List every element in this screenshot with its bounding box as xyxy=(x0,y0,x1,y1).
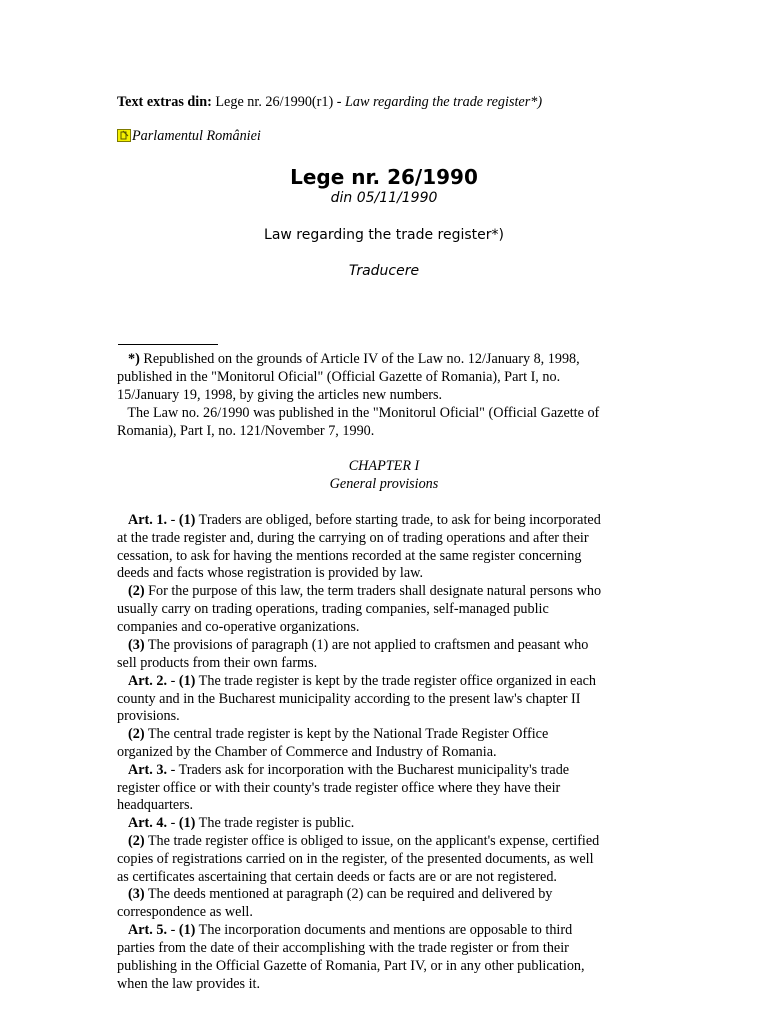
footnote-line-5: Romania), Part I, no. 121/November 7, 1990. xyxy=(117,423,375,439)
art5-label: Art. 5. xyxy=(128,922,168,938)
footnote-line-1: *) Republished on the grounds of Article IV of the Law no. 12/January 8, 1998, xyxy=(128,351,580,367)
chapter-name: General provisions xyxy=(329,476,439,492)
art2-line-3: provisions. xyxy=(117,708,180,724)
art1-p2-line-3: companies and co-operative organizations. xyxy=(117,619,360,635)
art5-line-2: parties from the date of their accomplishing with the trade register or from their xyxy=(117,940,569,956)
art5-line-4: when the law provides it. xyxy=(117,976,261,992)
art1-line-4: deeds and facts whose registration is provided by law. xyxy=(117,565,424,581)
art1-label: Art. 1. xyxy=(128,512,168,528)
law-subtitle: Law regarding the trade register*) xyxy=(264,227,504,243)
chapter-number: CHAPTER I xyxy=(348,458,420,474)
source-law-title: Law regarding the trade register*) xyxy=(345,94,543,110)
footnote-marker: *) xyxy=(128,351,140,367)
law-title: Lege nr. 26/1990 xyxy=(290,165,478,189)
issuer-line xyxy=(117,127,261,145)
art1-p3-line-1: (3) The provisions of paragraph (1) are not applied to craftsmen and peasant who xyxy=(128,637,589,653)
art4-p2-line-3: as certificates ascertaining that certain deeds or facts are or are not registered. xyxy=(117,869,557,885)
art4-line-1: Art. 4. - (1) The trade register is public. xyxy=(128,815,355,831)
art1-p3-line-2: sell products from their own farms. xyxy=(117,655,318,671)
translation-label: Traducere xyxy=(348,263,420,279)
document-link-icon[interactable] xyxy=(117,129,131,142)
art3-line-3: headquarters. xyxy=(117,797,194,813)
art3-line-2: register office or with their county's trade register office where they have their xyxy=(117,780,561,796)
art2-p2-line-2: organized by the Chamber of Commerce and Industry of Romania. xyxy=(117,744,497,760)
source-line xyxy=(117,93,542,111)
art5-line-3: publishing in the Official Gazette of Romania, Part IV, or in any other publication, xyxy=(117,958,585,974)
art1-line-2: at the trade register and, during the carrying on of trading operations and after their xyxy=(117,530,589,546)
art5-line-1: Art. 5. - (1) The incorporation documents and mentions are opposable to third xyxy=(128,922,573,938)
source-law-ref: Lege nr. 26/1990(r1) - xyxy=(211,94,346,110)
art1-line-3: cessation, to ask for having the mentions recorded at the same register concerning xyxy=(117,548,582,564)
art1-p2-line-2: usually carry on trading operations, trading companies, self-managed public xyxy=(117,601,549,617)
art1-line-1: Art. 1. - (1) Traders are obliged, before starting trade, to ask for being incorporated xyxy=(128,512,601,528)
art4-p3-line-2: correspondence as well. xyxy=(117,904,253,920)
art4-label: Art. 4. xyxy=(128,815,168,831)
footnote-line-2: published in the "Monitorul Oficial" (Official Gazette of Romania), Part I, no. xyxy=(117,369,561,385)
art1-p2-line-1: (2) For the purpose of this law, the term traders shall designate natural persons who xyxy=(128,583,602,599)
source-prefix: Text extras din: xyxy=(117,94,212,110)
art4-p3-line-1: (3) The deeds mentioned at paragraph (2) can be required and delivered by xyxy=(128,886,553,902)
art4-p2-line-1: (2) The trade register office is obliged to issue, on the applicant's expense, certified xyxy=(128,833,600,849)
art2-line-1: Art. 2. - (1) The trade register is kept by the trade register office organized in each xyxy=(128,673,597,689)
art2-p2-line-1: (2) The central trade register is kept by the National Trade Register Office xyxy=(128,726,549,742)
law-date: din 05/11/1990 xyxy=(330,190,438,206)
art3-line-1: Art. 3. - Traders ask for incorporation with the Bucharest municipality's trade xyxy=(128,762,570,778)
footnote-line-4: The Law no. 26/1990 was published in the "Monitorul Oficial" (Official Gazette of xyxy=(117,405,600,421)
art4-p2-line-2: copies of registrations carried on in the register, of the presented documents, as well xyxy=(117,851,594,867)
issuer-name: Parlamentul României xyxy=(132,128,261,144)
footnote-line-3: 15/January 19, 1998, by giving the articles new numbers. xyxy=(117,387,443,403)
art3-label: Art. 3. xyxy=(128,762,168,778)
art2-line-2: county and in the Bucharest municipality according to the present law's chapter II xyxy=(117,691,581,707)
art2-label: Art. 2. xyxy=(128,673,168,689)
footnote-divider xyxy=(118,344,218,345)
